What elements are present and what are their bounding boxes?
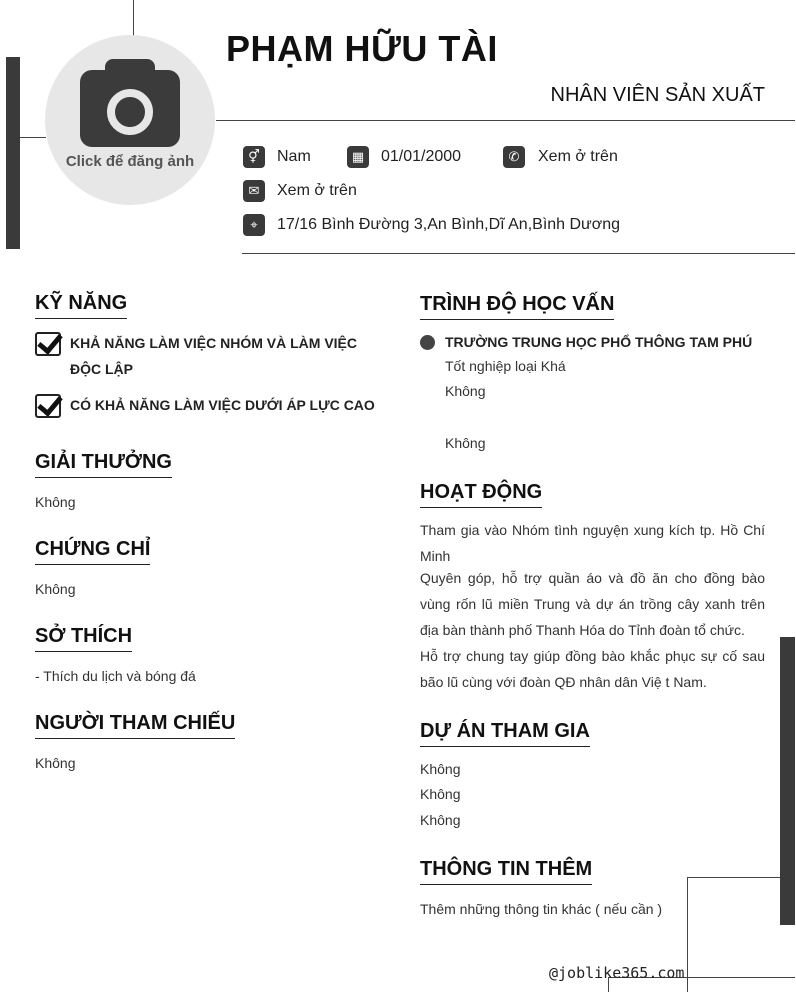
school-name: TRƯỜNG TRUNG HỌC PHỔ THÔNG TAM PHÚ: [445, 334, 753, 350]
education-line: Không: [445, 435, 486, 451]
certificates-text: Không: [35, 581, 76, 597]
camera-icon-lens: [107, 89, 153, 135]
profile-photo-upload[interactable]: [45, 35, 215, 205]
calendar-icon: ▦: [347, 146, 369, 168]
photo-left-line: [20, 137, 46, 138]
awards-title: GIẢI THƯỞNG: [35, 451, 172, 478]
job-position: NHÂN VIÊN SẢN XUẤT: [550, 84, 765, 106]
awards-text: Không: [35, 494, 76, 510]
candidate-name: PHẠM HỮU TÀI: [226, 28, 498, 69]
corner-frame-vertical: [687, 877, 688, 992]
site-watermark: @joblike365.com: [549, 964, 685, 982]
bullet-dot-icon: [420, 335, 435, 350]
activity-item: Quyên góp, hỗ trợ quần áo và đồ ăn cho đồng bào vùng rốn lũ miền Trung và dự án trồng cây xanh trên địa bàn thành phố Thanh Hóa do Tỉnh đoàn tổ chức.: [420, 570, 765, 638]
photo-top-line: [133, 0, 134, 36]
activity-item: Hỗ trợ chung tay giúp đồng bào khắc phục sự cố sau bão lũ cùng với đoàn QĐ nhân dân Việ t Nam.: [420, 648, 765, 690]
project-item: Không: [420, 761, 461, 777]
location-icon: ⌖: [243, 214, 265, 236]
education-line: Không: [445, 383, 486, 399]
activities-title: HOẠT ĐỘNG: [420, 481, 542, 508]
skill-item: CÓ KHẢ NĂNG LÀM VIỆC DƯỚI ÁP LỰC CAO: [70, 397, 375, 413]
skills-title: KỸ NĂNG: [35, 292, 127, 319]
envelope-icon: ✉: [243, 180, 265, 202]
references-title: NGƯỜI THAM CHIẾU: [35, 712, 235, 739]
skill-item: KHẢ NĂNG LÀM VIỆC NHÓM VÀ LÀM VIỆC ĐỘC LẬP: [70, 335, 357, 377]
email-value: Xem ở trên: [277, 182, 357, 199]
extra-info-text: Thêm những thông tin khác ( nếu cần ): [420, 901, 663, 917]
photo-upload-label: Click để đăng ảnh: [65, 153, 195, 170]
address-value: 17/16 Bình Đường 3,An Bình,Dĩ An,Bình Dương: [277, 216, 621, 233]
extra-info-title: THÔNG TIN THÊM: [420, 858, 592, 885]
gender-icon: ⚥: [243, 146, 265, 168]
projects-title: DỰ ÁN THAM GIA: [420, 720, 590, 747]
corner-frame-top: [687, 877, 780, 878]
certificates-title: CHỨNG CHỈ: [35, 538, 150, 565]
references-text: Không: [35, 755, 76, 771]
birthday-value: 01/01/2000: [381, 148, 462, 165]
project-item: Không: [420, 812, 461, 828]
hobbies-text: - Thích du lịch và bóng đá: [35, 668, 196, 684]
checkbox-icon: [35, 394, 61, 418]
education-grade: Tốt nghiệp loại Khá: [445, 358, 566, 374]
header-divider: [216, 120, 795, 121]
right-accent-bar: [780, 637, 795, 925]
gender-value: Nam: [277, 148, 311, 165]
project-item: Không: [420, 786, 461, 802]
phone-icon: ✆: [503, 146, 525, 168]
activity-item: Tham gia vào Nhóm tình nguyện xung kích tp. Hồ Chí Minh: [420, 522, 765, 564]
left-accent-bar: [6, 57, 20, 249]
education-title: TRÌNH ĐỘ HỌC VẤN: [420, 293, 614, 320]
checkbox-icon: [35, 332, 61, 356]
hobbies-title: SỞ THÍCH: [35, 625, 132, 652]
phone-value: Xem ở trên: [538, 148, 618, 165]
info-divider: [242, 253, 795, 254]
